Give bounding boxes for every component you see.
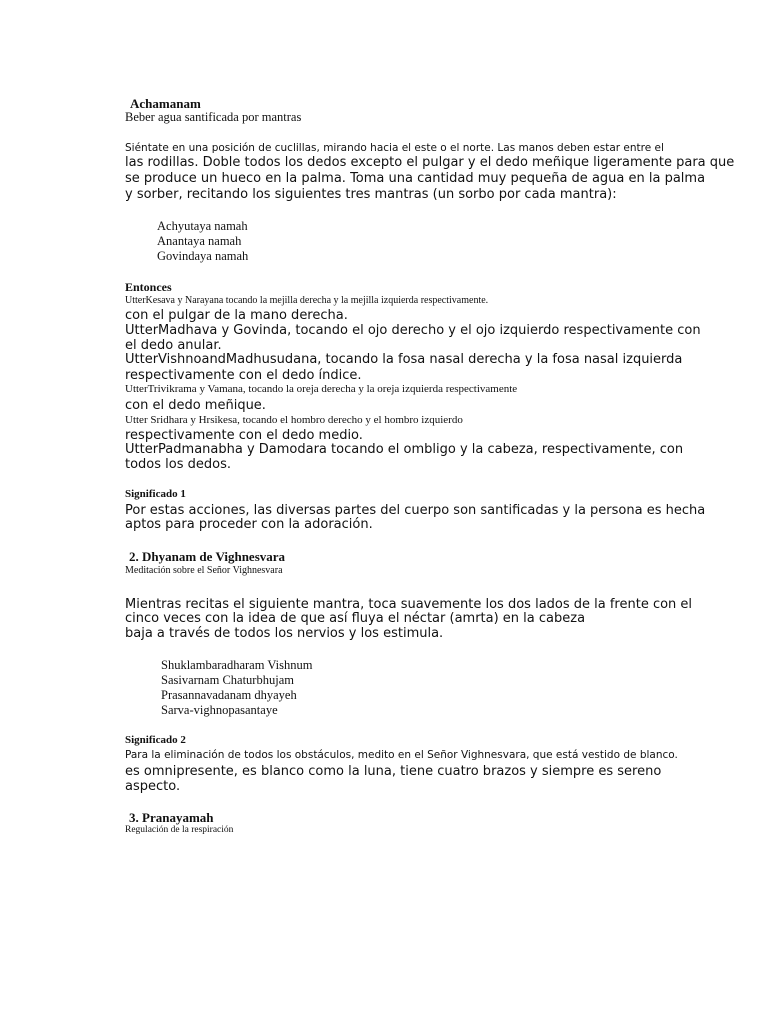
- paragraph-line: baja a través de todos los nervios y los estimula.: [125, 626, 444, 641]
- paragraph-line: Mientras recitas el siguiente mantra, toca suavemente los dos lados de la frente con el: [125, 597, 693, 612]
- instruction-line: el dedo anular.: [125, 338, 222, 353]
- paragraph-line: se produce un hueco en la palma. Toma una cantidad muy pequeña de agua en la palma: [125, 171, 706, 186]
- mantra-line: Achyutaya namah: [157, 219, 248, 233]
- subheading-entonces: Entonces: [125, 280, 172, 294]
- meaning-line: aspecto.: [125, 779, 181, 794]
- instruction-line: UtterTrivikrama y Vamana, tocando la oreja derecha y la oreja izquierda respectivamente: [125, 383, 518, 395]
- meaning-line: es omnipresente, es blanco como la luna, tiene cuatro brazos y siempre es sereno: [125, 764, 662, 779]
- instruction-line: respectivamente con el dedo medio.: [125, 428, 363, 443]
- mantra-line: Anantaya namah: [157, 234, 242, 248]
- paragraph-line: las rodillas. Doble todos los dedos excepto el pulgar y el dedo meñique ligeramente para que: [125, 155, 735, 170]
- meaning-line: aptos para proceder con la adoración.: [125, 517, 373, 532]
- section-subtitle-dhyanam: Meditación sobre el Señor Vighnesvara: [125, 565, 283, 576]
- paragraph-line: Siéntate en una posición de cuclillas, mirando hacia el este o el norte. Las manos deben estar entre el: [125, 142, 664, 154]
- instruction-line: todos los dedos.: [125, 457, 231, 472]
- instruction-line: Utter Sridhara y Hrsikesa, tocando el hombro derecho y el hombro izquierdo: [125, 414, 463, 426]
- mantra-line: Govindaya namah: [157, 249, 249, 263]
- paragraph-line: cinco veces con la idea de que así fluya el néctar (amrta) en la cabeza: [125, 611, 586, 626]
- meaning-heading-2: Significado 2: [125, 734, 186, 746]
- meaning-heading-1: Significado 1: [125, 488, 186, 500]
- mantra-line: Prasannavadanam dhyayeh: [161, 688, 297, 702]
- mantra-line: Shuklambaradharam Vishnum: [161, 658, 313, 672]
- section-subtitle-pranayamah: Regulación de la respiración: [125, 825, 234, 835]
- instruction-line: UtterVishnoandMadhusudana, tocando la fosa nasal derecha y la fosa nasal izquierda: [125, 352, 683, 367]
- section-title-pranayamah: 3. Pranayamah: [129, 810, 214, 825]
- instruction-line: UtterMadhava y Govinda, tocando el ojo derecho y el ojo izquierdo respectivamente con: [125, 323, 701, 338]
- instruction-line: con el pulgar de la mano derecha.: [125, 308, 348, 323]
- instruction-line: UtterPadmanabha y Damodara tocando el ombligo y la cabeza, respectivamente, con: [125, 442, 684, 457]
- mantra-line: Sarva-vighnopasantaye: [161, 703, 278, 717]
- paragraph-line: y sorber, recitando los siguientes tres mantras (un sorbo por cada mantra):: [125, 187, 617, 202]
- meaning-line: Por estas acciones, las diversas partes del cuerpo son santificadas y la persona es hecha: [125, 503, 706, 518]
- section-title-dhyanam: 2. Dhyanam de Vighnesvara: [129, 549, 286, 564]
- section-subtitle-achamanam: Beber agua santificada por mantras: [125, 110, 302, 124]
- instruction-line: UtterKesava y Narayana tocando la mejilla derecha y la mejilla izquierda respectivamente.: [125, 295, 489, 306]
- instruction-line: respectivamente con el dedo índice.: [125, 368, 362, 383]
- meaning-line: Para la eliminación de todos los obstáculos, medito en el Señor Vighnesvara, que está vestido de blanco.: [125, 749, 678, 761]
- mantra-line: Sasivarnam Chaturbhujam: [161, 673, 294, 687]
- section-title-achamanam: Achamanam: [130, 96, 201, 111]
- instruction-line: con el dedo meñique.: [125, 398, 266, 413]
